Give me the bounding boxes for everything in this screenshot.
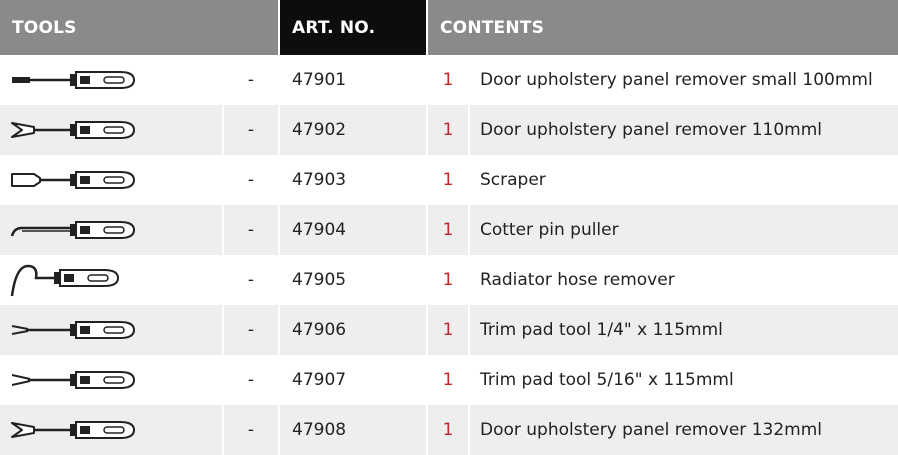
table-row: [0, 205, 898, 255]
table-row: [0, 255, 898, 305]
tool-image-cell: [0, 55, 222, 105]
dash-cell: -: [224, 55, 278, 105]
dash-cell: -: [224, 305, 278, 355]
tool-image-cell: [0, 305, 222, 355]
art-no-cell: 47905: [280, 255, 426, 305]
dash-cell: -: [224, 105, 278, 155]
quantity-cell: 1: [428, 355, 468, 405]
table-row: [0, 305, 898, 355]
description-cell: Cotter pin puller: [470, 205, 898, 255]
header-tools: TOOLS: [0, 0, 278, 55]
description-cell: Trim pad tool 1/4" x 115mml: [470, 305, 898, 355]
tool-image-cell: [0, 205, 222, 255]
tool-image-cell: [0, 355, 222, 405]
quantity-cell: 1: [428, 405, 468, 455]
trim-pad-tool-icon: [8, 318, 138, 342]
tool-image-cell: [0, 255, 222, 305]
description-cell: Scraper: [470, 155, 898, 205]
table-row: [0, 105, 898, 155]
description-cell: Door upholstery panel remover 110mml: [470, 105, 898, 155]
dash-cell: -: [224, 355, 278, 405]
panel-remover-small-icon: [8, 68, 138, 92]
art-no-cell: 47906: [280, 305, 426, 355]
radiator-hose-remover-icon: [8, 260, 138, 300]
art-no-cell: 47908: [280, 405, 426, 455]
table-row: [0, 155, 898, 205]
cotter-pin-puller-icon: [8, 218, 138, 242]
tool-image-cell: [0, 155, 222, 205]
quantity-cell: 1: [428, 155, 468, 205]
dash-cell: -: [224, 405, 278, 455]
quantity-cell: 1: [428, 105, 468, 155]
art-no-cell: 47902: [280, 105, 426, 155]
description-cell: Radiator hose remover: [470, 255, 898, 305]
scraper-icon: [8, 168, 138, 192]
art-no-cell: 47901: [280, 55, 426, 105]
art-no-cell: 47904: [280, 205, 426, 255]
header-contents: CONTENTS: [428, 0, 898, 55]
art-no-cell: 47907: [280, 355, 426, 405]
header-art-no: ART. NO.: [280, 0, 426, 55]
dash-cell: -: [224, 255, 278, 305]
table-row: [0, 55, 898, 105]
dash-cell: -: [224, 155, 278, 205]
panel-remover-fork-icon: [8, 118, 138, 142]
quantity-cell: 1: [428, 55, 468, 105]
tool-image-cell: [0, 405, 222, 455]
quantity-cell: 1: [428, 305, 468, 355]
tool-image-cell: [0, 105, 222, 155]
panel-remover-fork-icon: [8, 418, 138, 442]
description-cell: Trim pad tool 5/16" x 115mml: [470, 355, 898, 405]
description-cell: Door upholstery panel remover small 100mml: [470, 55, 898, 105]
art-no-cell: 47903: [280, 155, 426, 205]
trim-pad-tool-icon: [8, 368, 138, 392]
quantity-cell: 1: [428, 255, 468, 305]
dash-cell: -: [224, 205, 278, 255]
description-cell: Door upholstery panel remover 132mml: [470, 405, 898, 455]
quantity-cell: 1: [428, 205, 468, 255]
table-row: [0, 355, 898, 405]
table-row: [0, 405, 898, 455]
